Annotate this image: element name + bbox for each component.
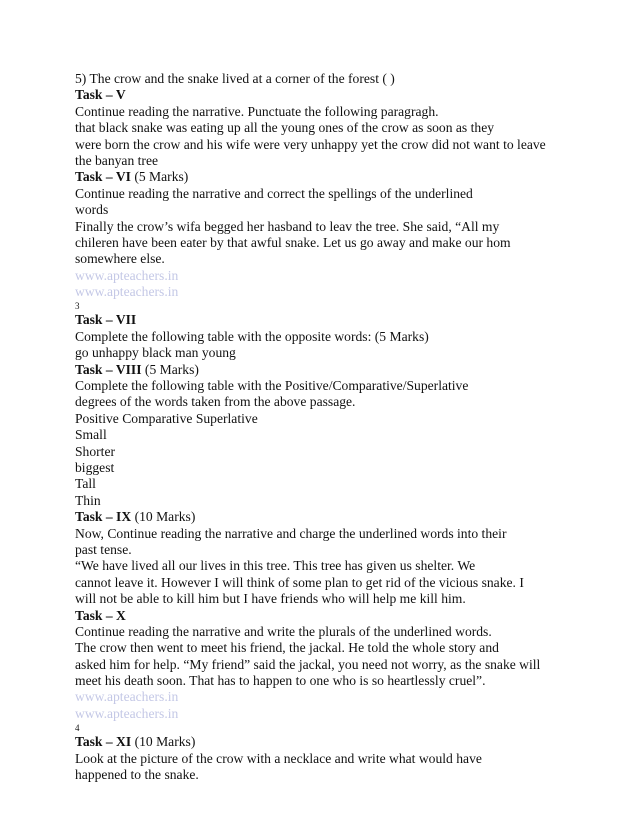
text-line: Continue reading the narrative. Punctuate the following paragragh. [75,103,439,119]
text-line: past tense. [75,541,132,557]
text-line: Continue reading the narrative and write the plurals of the underlined words. [75,623,492,639]
text-line: Continue reading the narrative and correct the spellings of the underlined [75,185,473,201]
task-marks: (10 Marks) [131,734,196,750]
text-line: cannot leave it. However I will think of some plan to get rid of the vicious snake. I [75,574,524,590]
text-line: Thin [75,492,101,508]
task-heading [75,87,638,103]
watermark-text: www.apteachers.in [75,689,179,705]
watermark-text: www.apteachers.in [75,284,179,300]
text-line: words [75,202,109,218]
task-title: Task – V [75,87,126,103]
task-marks: (5 Marks) [130,169,189,185]
task-heading [75,312,638,328]
text-line: the banyan tree [75,152,159,168]
text-line: meet his death soon. That has to happen to one who is so heartlessly cruel”. [75,673,486,689]
text-line: The crow then went to meet his friend, the jackal. He told the whole story and [75,640,499,656]
text-line: Complete the following table with the Positive/Comparative/Superlative [75,378,469,394]
text-line: Now, Continue reading the narrative and charge the underlined words into their [75,525,507,541]
task-heading [75,169,638,185]
text-line: were born the crow and his wife were very unhappy yet the crow did not want to leave [75,136,546,152]
task-marks: (10 Marks) [131,509,196,525]
text-line: asked him for help. “My friend” said the jackal, you need not worry, as the snake will [75,656,541,672]
task-heading [75,608,638,624]
text-line: chileren have been eater by that awful snake. Let us go away and make our hom [75,234,511,250]
text-line: happened to the snake. [75,767,199,783]
task-title: Task – IX [75,509,132,525]
task-heading [75,362,638,378]
text-line: degrees of the words taken from the above passage. [75,394,356,410]
watermark-text: www.apteachers.in [75,705,179,721]
text-line: “We have lived all our lives in this tree. This tree has given us shelter. We [75,558,476,574]
page-number: 3 [75,301,80,312]
text-line: Look at the picture of the crow with a necklace and write what would have [75,750,482,766]
text-line: Complete the following table with the opposite words: (5 Marks) [75,328,429,344]
task-title: Task – VII [75,312,137,328]
task-title: Task – VI [75,169,131,185]
task-marks: (5 Marks) [141,361,199,377]
text-line: Small [75,427,107,443]
text-line: go unhappy black man young [75,345,236,361]
text-line: Shorter [75,443,116,459]
text-line: that black snake was eating up all the young ones of the crow as soon as they [75,120,495,136]
task-title: Task – X [75,607,126,623]
task-heading [75,734,638,750]
text-line: will not be able to kill him but I have friends who will help me kill him. [75,591,466,607]
task-title: Task – VIII [75,361,142,377]
text-line: biggest [75,459,115,475]
watermark-text: www.apteachers.in [75,267,179,283]
text-line: Tall [75,476,96,492]
text-line: Positive Comparative Superlative [75,410,258,426]
text-line: somewhere else. [75,251,165,267]
task-heading [75,509,638,525]
text-line: 5) The crow and the snake lived at a corner of the forest ( ) [75,71,395,86]
page-number: 4 [75,723,80,734]
task-title: Task – XI [75,734,132,750]
text-line: Finally the crow’s wifa begged her hasband to leav the tree. She said, “All my [75,218,500,234]
